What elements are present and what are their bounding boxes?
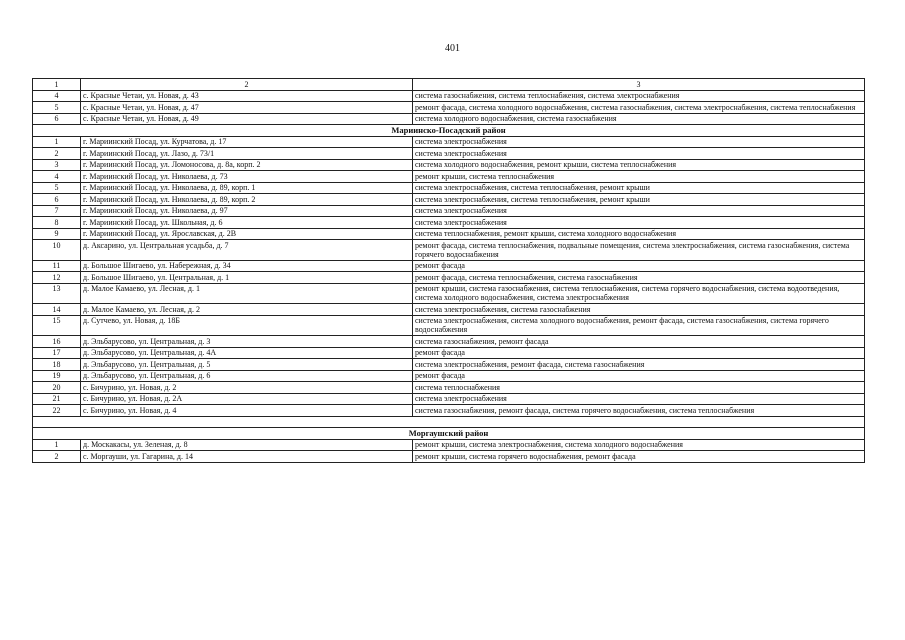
row-works: ремонт крыши, система газоснабжения, система теплоснабжения, система горячего водоснабжения, система водоотведения, система холодного водоснабжения, система электроснабжения <box>413 283 865 304</box>
spacer-cell <box>33 416 865 428</box>
table-row <box>33 405 865 417</box>
table-row <box>33 205 865 217</box>
row-number: 8 <box>33 217 81 229</box>
row-number: 14 <box>33 304 81 316</box>
table-row <box>33 102 865 114</box>
row-works: система газоснабжения, ремонт фасада, система горячего водоснабжения, система теплоснабжения <box>413 405 865 417</box>
row-address: г. Мариинский Посад, ул. Ярославская, д. 2В <box>81 228 413 240</box>
row-number: 12 <box>33 272 81 284</box>
column-header-row <box>33 79 865 91</box>
row-address: г. Мариинский Посад, ул. Николаева, д. 73 <box>81 171 413 183</box>
table-row <box>33 148 865 160</box>
row-address: д. Эльбарусово, ул. Центральная, д. 5 <box>81 359 413 371</box>
section-header-row <box>33 125 865 137</box>
row-address: г. Мариинский Посад, ул. Николаева, д. 89, корп. 1 <box>81 182 413 194</box>
row-works: система холодного водоснабжения, ремонт крыши, система теплоснабжения <box>413 159 865 171</box>
row-address: г. Мариинский Посад, ул. Ломоносова, д. 8а, корп. 2 <box>81 159 413 171</box>
row-number: 5 <box>33 182 81 194</box>
row-address: д. Москакасы, ул. Зеленая, д. 8 <box>81 439 413 451</box>
row-address: г. Мариинский Посад, ул. Николаева, д. 97 <box>81 205 413 217</box>
row-works: система газоснабжения, система теплоснабжения, система электроснабжения <box>413 90 865 102</box>
row-number: 18 <box>33 359 81 371</box>
table-row <box>33 90 865 102</box>
row-works: система газоснабжения, ремонт фасада <box>413 336 865 348</box>
row-address: с. Бичурино, ул. Новая, д. 2А <box>81 393 413 405</box>
row-address: с. Бичурино, ул. Новая, д. 2 <box>81 382 413 394</box>
row-works: система электроснабжения, система газоснабжения <box>413 304 865 316</box>
row-number: 17 <box>33 347 81 359</box>
row-works: система электроснабжения, система теплоснабжения, ремонт крыши <box>413 194 865 206</box>
column-header-number: 1 <box>33 79 81 91</box>
table-row <box>33 272 865 284</box>
row-address: с. Красные Четаи, ул. Новая, д. 49 <box>81 113 413 125</box>
table-row <box>33 217 865 229</box>
section-title: Мариинско-Посадский район <box>33 125 865 137</box>
row-number: 22 <box>33 405 81 417</box>
table-row <box>33 159 865 171</box>
page-number: 401 <box>445 43 460 54</box>
table-row <box>33 393 865 405</box>
address-works-table <box>32 78 865 463</box>
row-address: д. Малое Камаево, ул. Лесная, д. 1 <box>81 283 413 304</box>
row-works: ремонт фасада <box>413 260 865 272</box>
row-address: г. Мариинский Посад, ул. Николаева, д. 89, корп. 2 <box>81 194 413 206</box>
column-header-works: 3 <box>413 79 865 91</box>
table-body <box>33 79 865 463</box>
row-number: 13 <box>33 283 81 304</box>
row-number: 1 <box>33 439 81 451</box>
row-number: 2 <box>33 451 81 463</box>
row-address: г. Мариинский Посад, ул. Школьная, д. 6 <box>81 217 413 229</box>
spacer-row <box>33 416 865 428</box>
row-number: 6 <box>33 113 81 125</box>
row-address: д. Аксарино, ул. Центральная усадьба, д. 7 <box>81 240 413 261</box>
row-address: с. Моргауши, ул. Гагарина, д. 14 <box>81 451 413 463</box>
table-row <box>33 347 865 359</box>
row-works: система электроснабжения <box>413 136 865 148</box>
row-number: 4 <box>33 171 81 183</box>
table-row <box>33 359 865 371</box>
row-address: с. Красные Четаи, ул. Новая, д. 43 <box>81 90 413 102</box>
row-number: 2 <box>33 148 81 160</box>
row-address: д. Эльбарусово, ул. Центральная, д. 6 <box>81 370 413 382</box>
row-number: 21 <box>33 393 81 405</box>
table-row <box>33 382 865 394</box>
row-number: 1 <box>33 136 81 148</box>
row-number: 3 <box>33 159 81 171</box>
table-row <box>33 315 865 336</box>
table-row <box>33 370 865 382</box>
row-number: 19 <box>33 370 81 382</box>
row-works: ремонт фасада, система теплоснабжения, подвальные помещения, система электроснабжения, система газоснабжения, система горячего водоснабжения <box>413 240 865 261</box>
column-header-address: 2 <box>81 79 413 91</box>
table-row <box>33 451 865 463</box>
row-works: ремонт крыши, система электроснабжения, система холодного водоснабжения <box>413 439 865 451</box>
section-header-row <box>33 428 865 440</box>
table-row <box>33 228 865 240</box>
table-row <box>33 304 865 316</box>
row-works: система электроснабжения, система холодного водоснабжения, ремонт фасада, система газоснабжения, система горячего водоснабжения <box>413 315 865 336</box>
row-number: 4 <box>33 90 81 102</box>
row-number: 5 <box>33 102 81 114</box>
table-row <box>33 240 865 261</box>
table-row <box>33 182 865 194</box>
row-works: система электроснабжения <box>413 148 865 160</box>
row-works: ремонт фасада, система холодного водоснабжения, система газоснабжения, система электроснабжения, система теплоснабжения <box>413 102 865 114</box>
row-works: ремонт крыши, система горячего водоснабжения, ремонт фасада <box>413 451 865 463</box>
table-row <box>33 113 865 125</box>
row-works: ремонт фасада <box>413 370 865 382</box>
row-address: д. Эльбарусово, ул. Центральная, д. 4А <box>81 347 413 359</box>
row-number: 7 <box>33 205 81 217</box>
row-works: ремонт фасада, система теплоснабжения, система газоснабжения <box>413 272 865 284</box>
row-works: система электроснабжения <box>413 205 865 217</box>
table-row <box>33 171 865 183</box>
row-works: система холодного водоснабжения, система газоснабжения <box>413 113 865 125</box>
row-address: с. Бичурино, ул. Новая, д. 4 <box>81 405 413 417</box>
row-address: г. Мариинский Посад, ул. Курчатова, д. 17 <box>81 136 413 148</box>
row-address: г. Мариинский Посад, ул. Лазо, д. 73/1 <box>81 148 413 160</box>
row-works: ремонт крыши, система теплоснабжения <box>413 171 865 183</box>
row-works: система теплоснабжения <box>413 382 865 394</box>
section-title: Моргаушский район <box>33 428 865 440</box>
row-works: система электроснабжения <box>413 217 865 229</box>
row-number: 20 <box>33 382 81 394</box>
row-address: с. Красные Четаи, ул. Новая, д. 47 <box>81 102 413 114</box>
table-row <box>33 136 865 148</box>
row-address: д. Большое Шигаево, ул. Набережная, д. 34 <box>81 260 413 272</box>
table-row <box>33 439 865 451</box>
row-works: система электроснабжения, ремонт фасада, система газоснабжения <box>413 359 865 371</box>
row-address: д. Сутчево, ул. Новая, д. 18Б <box>81 315 413 336</box>
table-row <box>33 260 865 272</box>
row-address: д. Малое Камаево, ул. Лесная, д. 2 <box>81 304 413 316</box>
row-number: 9 <box>33 228 81 240</box>
table-row <box>33 194 865 206</box>
row-number: 11 <box>33 260 81 272</box>
row-works: система электроснабжения <box>413 393 865 405</box>
row-works: система теплоснабжения, ремонт крыши, система холодного водоснабжения <box>413 228 865 240</box>
row-address: д. Эльбарусово, ул. Центральная, д. 3 <box>81 336 413 348</box>
row-number: 16 <box>33 336 81 348</box>
row-works: ремонт фасада <box>413 347 865 359</box>
row-works: система электроснабжения, система теплоснабжения, ремонт крыши <box>413 182 865 194</box>
row-number: 10 <box>33 240 81 261</box>
table-row <box>33 336 865 348</box>
row-number: 6 <box>33 194 81 206</box>
row-number: 15 <box>33 315 81 336</box>
row-address: д. Большое Шигаево, ул. Центральная, д. 1 <box>81 272 413 284</box>
table-row <box>33 283 865 304</box>
